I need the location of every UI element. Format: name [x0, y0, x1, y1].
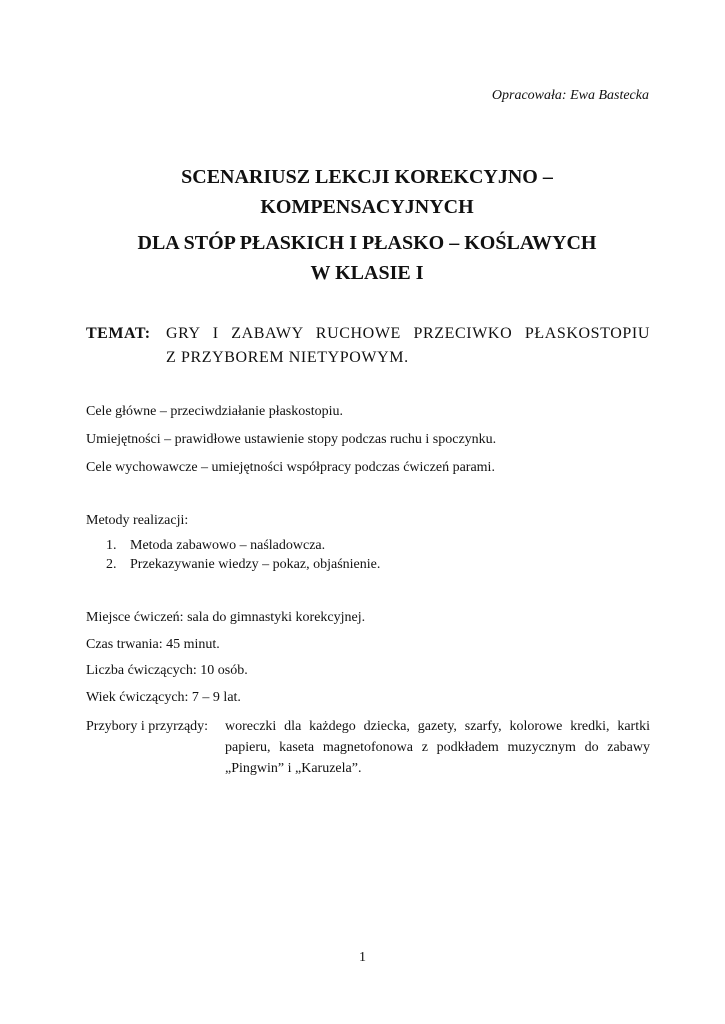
detail-duration: Czas trwania: 45 minut.: [86, 637, 220, 652]
list-item: [106, 537, 325, 555]
list-item-number: 2.: [106, 557, 117, 572]
goal-skills: Umiejętności – prawidłowe ustawienie stopy podczas ruchu i spoczynku.: [86, 432, 497, 447]
goal-educational: Cele wychowawcze – umiejętności współpracy podczas ćwiczeń parami.: [86, 460, 495, 475]
title-block-2: [86, 228, 648, 288]
detail-age: Wiek ćwiczących: 7 – 9 lat.: [86, 690, 241, 705]
topic-label: TEMAT:: [86, 325, 151, 342]
topic-block: [86, 322, 650, 370]
props-line-3: „Pingwin” i „Karuzela”.: [225, 761, 362, 776]
author-line: Opracowała: Ewa Bastecka: [491, 88, 649, 103]
props-label: Przybory i przyrządy:: [86, 719, 209, 734]
topic-text: [166, 322, 650, 370]
goal-main: Cele główne – przeciwdziałanie płaskostopiu.: [86, 404, 343, 419]
list-item-number: 1.: [106, 538, 117, 553]
props-line-2: papieru, kaseta magnetofonowa z podkładem muzycznym do zabawy: [225, 740, 650, 755]
topic-line-1: GRY I ZABAWY RUCHOWE PRZECIWKO PŁASKOSTOPIU: [166, 325, 650, 342]
title-line-3: DLA STÓP PŁASKICH I PŁASKO – KOŚLAWYCH: [137, 232, 597, 254]
title-line-2: KOMPENSACYJNYCH: [260, 196, 474, 218]
list-item-text: Przekazywanie wiedzy – pokaz, objaśnienie.: [130, 557, 381, 572]
title-line-4: W KLASIE I: [310, 262, 424, 284]
detail-place: Miejsce ćwiczeń: sala do gimnastyki korekcyjnej.: [86, 610, 366, 625]
page-number: 1: [359, 950, 366, 965]
title-line-1: SCENARIUSZ LEKCJI KOREKCYJNO –: [181, 166, 553, 188]
list-item: [106, 556, 380, 574]
list-item-text: Metoda zabawowo – naśladowcza.: [130, 538, 326, 553]
props-line-1: woreczki dla każdego dziecka, gazety, szarfy, kolorowe kredki, kartki: [225, 719, 650, 734]
title-block-1: [86, 162, 648, 222]
methods-heading: Metody realizacji:: [86, 513, 189, 528]
props-text: [225, 716, 650, 779]
detail-participants: Liczba ćwiczących: 10 osób.: [86, 663, 248, 678]
topic-line-2: Z PRZYBOREM NIETYPOWYM.: [166, 349, 409, 366]
props-block: [86, 716, 650, 779]
